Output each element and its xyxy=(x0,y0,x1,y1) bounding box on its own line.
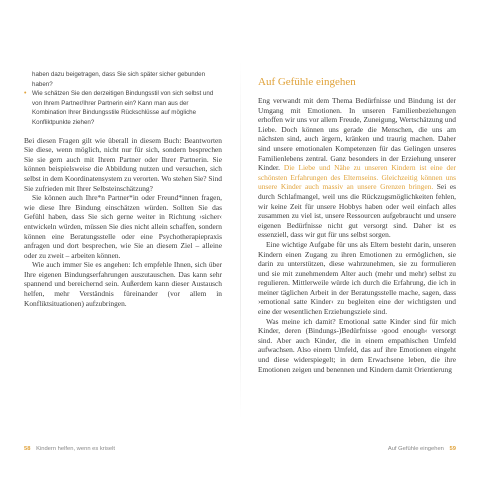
highlighted-text: Die Liebe und Nähe zu unseren Kindern ist eine der schönsten Erfahrungen des Elternseins. Gleichzeitig können uns unsere Kinder auch massiv an unsere Grenzen bringen. xyxy=(258,163,456,192)
right-footer xyxy=(258,446,456,452)
paragraph-text: Sei es durch Schlafmangel, weil uns die Rückzugsmöglichkeiten fehlen, wir keine Zeit für unsere Hobbys haben oder weil einfach alles zusammen zu viel ist, unsere Ressourcen aufgebraucht und unsere eigenen Bedürfnisse nicht gut versorgt sind. Daher ist es essenziell, dass wir gut für uns selbst sorgen. xyxy=(258,182,456,240)
list-item xyxy=(24,70,222,89)
right-page xyxy=(258,70,456,410)
left-footer xyxy=(24,446,115,452)
question-list xyxy=(24,70,222,128)
page-number: 59 xyxy=(449,446,456,452)
left-page xyxy=(24,70,222,410)
paragraph: Wie auch immer Sie es angehen: Ich empfehle Ihnen, sich über Ihre eigenen Bindungserfahrungen auszutauschen. Das kann sehr spannend und bereichernd sein. Außerdem kann dieser Austausch helfen, mehr Verständnis füreinander (vor allem in Konfliktsituationen) aufzubringen. xyxy=(24,260,222,308)
bullet-dot-icon: • xyxy=(24,90,27,98)
section-heading: Auf Gefühle eingehen xyxy=(258,76,356,88)
list-item xyxy=(24,89,222,127)
paragraph: Was meine ich damit? Emotional satte Kinder sind für mich Kinder, deren (Bindungs-)Bedürfnisse ›good enough‹ versorgt sind. Aber auch Kinder, die in einem empathischen Umfeld aufwachsen. Also einem Umfeld, das auf ihre Emotionen eingeht und diese widerspiegelt; in dem Erwachsene leben, die ihre Emotionen zeigen und benennen und Kindern damit Orientierung xyxy=(258,316,456,374)
paragraph: Sie können auch Ihre*n Partner*in oder Freund*innen fragen, wie diese Ihre Bindung einschätzen würden. Sollten Sie das Gefühl haben, dass Sie sich gerne weiter in Richtung ›sicher‹ entwickeln würden, müssen Sie dies nicht allein schaffen, sondern können eine Beratungsstelle oder eine Psychotherapiepraxis anfragen und dort besprechen, wie Sie an diesem Ziel – alleine oder zu zweit – arbeiten können. xyxy=(24,193,222,260)
paragraph-text: Eng verwandt mit dem Thema Bedürfnisse und Bindung ist der Umgang mit Emotionen. In unseren Familienbeziehungen erhoffen wir uns vor allem Freude, Zuneigung, Wertschätzung und Liebe. Doch können uns gerade die Menschen, die uns am nächsten sind, auch ärgern, kränken und traurig machen. Daher sind unsere emotionalen Kompetenzen für das Gelingen unseres Familienlebens zentral. Ganz besonders in der Erziehung unserer Kinder. xyxy=(258,96,456,173)
paragraph xyxy=(258,96,456,240)
question-continuation: haben dazu beigetragen, dass Sie sich später sicher gebunden haben? xyxy=(32,71,206,88)
running-title: Kindern helfen, wenn es kriselt xyxy=(36,446,116,452)
page-number: 58 xyxy=(24,446,31,452)
page-gutter xyxy=(240,60,241,420)
paragraph: Bei diesen Fragen gilt wie überall in diesem Buch: Beantworten Sie diese, wenn möglich, nicht nur für sich, sondern besprechen Sie sie gern auch mit Ihrem Partner oder Ihrer Partnerin. Sie können beispielsweise die Abbildung nutzen und versuchen, sich selbst in dem Koordinatensystem zu verorten. Wo stehen Sie? Sind Sie zufrieden mit Ihrer Selbsteinschätzung? xyxy=(24,135,222,193)
running-title: Auf Gefühle eingehen xyxy=(387,446,444,452)
paragraph: Eine wichtige Aufgabe für uns als Eltern besteht darin, unseren Kindern einen Zugang zu ihren Emotionen zu ermöglichen, sie darin zu unterstützen, diese wahrzunehmen, sie zu formulieren und sie mit zunehmendem Alter auch (mehr und mehr) selbst zu regulieren. Mittlerweile würde ich durch die Erfahrung, die ich in meiner täglichen Arbeit in der Beratungsstelle mache, sagen, dass ›emotional satte Kinder‹ zu begleiten eine der wichtigsten und eine der wesentlichen Erziehungsziele sind. xyxy=(258,239,456,317)
question-text: Wie schätzen Sie den derzeitigen Bindungsstil von sich selbst und von Ihrem Partner/Ihrer Partnerin ein? Kann man aus der Kombination Ihrer Bindungsstile Rückschlüsse auf mögliche Konfliktpunkte ziehen? xyxy=(32,90,214,126)
